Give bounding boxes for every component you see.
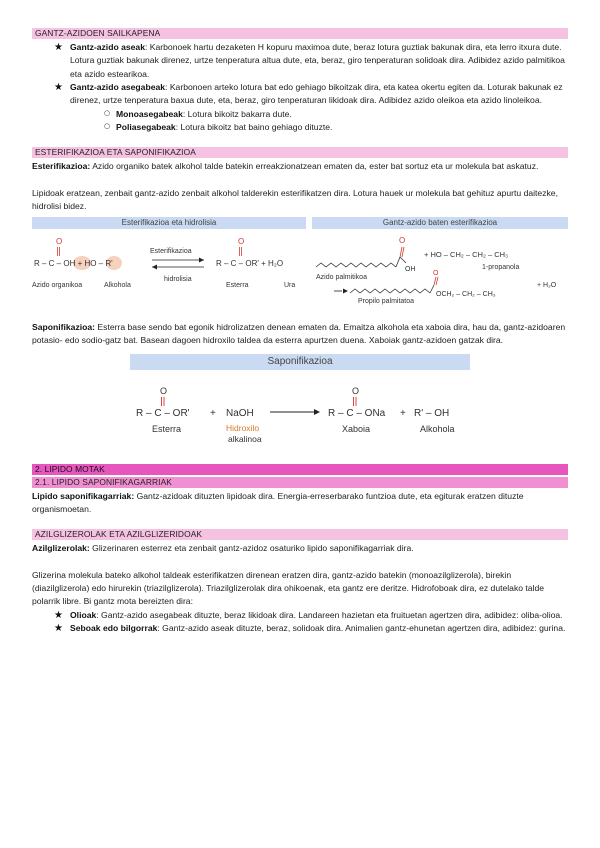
text-saponification: Esterra base sendo bat egonik hidrolizatzen denean ematen da. Emaitza alkohola eta xaboia dira, hau da, gantz-azidoaren potasio- edo sodio-gatz bat. Basean dagoen hidroxilo taldea da esterra apurtzen duena. Xaboiak gantz-azidoen gatzak dira. bbox=[32, 322, 566, 346]
plus-sign-2: + bbox=[400, 407, 406, 419]
saponifiable-definition bbox=[32, 490, 568, 517]
propanol-formula: + HO – CH₂ – CH₂ – CH₃ bbox=[424, 250, 509, 260]
esterification-definition bbox=[32, 160, 568, 173]
ester-chain bbox=[350, 289, 430, 293]
reactant-oxygen: O bbox=[56, 237, 63, 247]
text-saturated: : Karbonoek hartu dezaketen H kopuru maximoa dute, beraz lotura guztiak bakunak dira, eta lerro itxura dute. Lotura guztiak bakunak direnez, urtze tenperatura altua dute, eta, beraz, giro tenperaturan solidoak dira. Adibidez azido palmitikoa eta azido estearikoa. bbox=[70, 42, 565, 79]
list-item-unsaturated bbox=[54, 81, 568, 134]
acid-hydroxyl: OH bbox=[405, 266, 416, 274]
label-organic-acid: Azido organikoa bbox=[32, 282, 83, 290]
sap-ester-formula: R – C – OR' bbox=[136, 407, 190, 419]
product-oxygen: O bbox=[238, 237, 245, 247]
plus-sign-1: + bbox=[210, 407, 216, 419]
esterification-equation-figure bbox=[32, 229, 306, 309]
list-item-polyunsaturated bbox=[104, 121, 568, 134]
soap-formula: R – C – ONa bbox=[328, 407, 386, 419]
section-header-lipid-types: 2. LIPIDO MOTAK bbox=[32, 464, 568, 475]
diagram-title-fatty-acid-esterification: Gantz-azido baten esterifikazioa bbox=[312, 217, 568, 229]
acylglycerol-definition bbox=[32, 542, 568, 555]
naoh-formula: NaOH bbox=[226, 407, 254, 419]
fat-types-list bbox=[32, 609, 568, 636]
water-product: + H₂O bbox=[537, 282, 557, 290]
saponification-definition bbox=[32, 321, 568, 348]
subsection-header-saponifiable: 2.1. LIPIDO SAPONIFIKAGARRIAK bbox=[32, 477, 568, 488]
text-unsaturated: : Karbonoen arteko lotura bat edo gehiago bikoitzak dira, eta katea okertu egiten da. Loturak bakunak ez direnez, urtze tenperatura baxua dute, eta, beraz, giro tenperaturan likidoak dira. Adibidez azido oleikoa eta azido linoleikoa. bbox=[70, 81, 563, 106]
section-header-fatty-acid-classification: GANTZ-AZIDOEN SAILKAPENA bbox=[32, 28, 568, 39]
term-acylglycerols: Azilglizerolak: bbox=[32, 543, 90, 554]
esterification-hydrolysis-diagram bbox=[32, 217, 306, 309]
text-polyunsaturated: : Lotura bikoitz bat baino gehiago dituzte. bbox=[175, 121, 333, 132]
label-soap: Xaboia bbox=[342, 423, 371, 434]
ester-oxygen: O bbox=[433, 270, 439, 278]
label-sap-ester: Esterra bbox=[152, 423, 182, 434]
label-hydrolysis-arrow: hidrolisia bbox=[164, 276, 192, 284]
list-item-tallow bbox=[54, 622, 568, 635]
label-sap-alcohol: Alkohola bbox=[420, 423, 455, 434]
diagram-title-esterification: Esterifikazioa eta hidrolisia bbox=[32, 217, 306, 229]
label-propyl-palmitate: Propilo palmitatoa bbox=[358, 298, 415, 306]
saponification-equation-figure bbox=[130, 370, 470, 458]
glycerol-paragraph: Glizerina molekula bateko alkohol taldeak esterifikatzen direnean eratzen dira, gantz-azido batekin (monoazilglizerola), birekin (diazilglizerola) edo hirurekin (triazilglizerola). Triazilglizerolak dira ohikoenak, eta gantz ere deritze. Hidrofoboak dira, ez dutelako talde polarrik libre. Bi gantz mota bereizten dira: bbox=[32, 569, 545, 607]
term-tallow: Seboak edo bilgorrak bbox=[70, 622, 158, 633]
term-esterification: Esterifikazioa: bbox=[32, 161, 91, 172]
term-saponification: Saponifikazioa: bbox=[32, 322, 96, 333]
text-saponifiable: Gantz-azidoak dituzten lipidoak dira. Energia-erreserbarako funtzioa dute, eta egiturak eratzen dituzte organismoetan. bbox=[32, 490, 524, 515]
term-saponifiable: Lipido saponifikagarriak: bbox=[32, 490, 135, 501]
label-propanol: 1-propanola bbox=[482, 264, 520, 272]
text-esterification: Azido organiko batek alkohol talde batekin erreakzionatzean ematen da, ester bat sortuz eta ur molekula bat askatuz. bbox=[90, 161, 539, 172]
text-monounsaturated: : Lotura bikoitz bakarra dute. bbox=[182, 108, 292, 119]
propyl-palmitate-formula: OCH₂ – CH₂ – CH₃ bbox=[436, 291, 496, 299]
label-alcohol: Alkohola bbox=[104, 282, 131, 290]
label-water: Ura bbox=[284, 282, 296, 290]
label-ester: Esterra bbox=[226, 282, 249, 290]
acid-oxygen: O bbox=[399, 236, 406, 246]
fatty-acid-esterification-figure bbox=[312, 229, 568, 309]
reactants-formula: R – C – OH + HO – R' bbox=[34, 259, 113, 269]
palmitic-chain bbox=[316, 263, 396, 267]
diagram-title-saponification: Saponifikazioa bbox=[130, 354, 470, 370]
text-acylglycerols: Glizerinaren esterrez eta zenbait gantz-azidoz osaturiko lipido saponifikagarriak dira. bbox=[89, 543, 414, 554]
text-oils: : Gantz-azido asegabeak dituzte, beraz likidoak dira. Landareen hazietan eta fruituetan agertzen dira, adibidez: oliba-olioa. bbox=[96, 609, 563, 620]
soap-oxygen: O bbox=[352, 385, 360, 396]
saponification-diagram bbox=[130, 354, 470, 458]
fatty-acid-esterification-diagram bbox=[312, 217, 568, 309]
label-hydroxide-2: alkalinoa bbox=[228, 433, 262, 444]
term-polyunsaturated: Poliasegabeak bbox=[116, 121, 176, 132]
list-item-saturated bbox=[54, 41, 568, 81]
label-hydroxide-1: Hidroxilo bbox=[226, 422, 260, 433]
fatty-acid-list bbox=[32, 41, 568, 134]
term-saturated: Gantz-azido aseak bbox=[70, 42, 145, 52]
section-header-esterification: ESTERIFIKAZIOA ETA SAPONIFIKAZIOA bbox=[32, 147, 568, 158]
section-header-acylglycerols: AZILGLIZEROLAK ETA AZILGLIZERIDOAK bbox=[32, 529, 568, 540]
ester-oxygen-sap: O bbox=[160, 385, 168, 396]
esterification-diagrams bbox=[32, 217, 568, 309]
label-palmitic-acid: Azido palmitikoa bbox=[316, 274, 367, 282]
term-unsaturated: Gantz-azido asegabeak bbox=[70, 81, 166, 92]
term-oils: Olioak bbox=[70, 609, 97, 620]
list-item-monounsaturated bbox=[104, 108, 568, 121]
list-item-oils bbox=[54, 609, 568, 622]
text-tallow: : Gantz-azido aseak dituzte, beraz, solidoak dira. Animalien gantz-ehunetan agertzen dira, adibidez: gurina. bbox=[157, 622, 566, 633]
alcohol-formula: R' – OH bbox=[414, 407, 450, 419]
products-formula: R – C – OR' + H₂O bbox=[216, 259, 284, 269]
term-monounsaturated: Monoasegabeak bbox=[116, 108, 183, 119]
lipid-formation-paragraph: Lipidoak eratzean, zenbait gantz-azido zenbait alkohol talderekin esterifikatzen dira. Lotura hauek ur molekula bat gehituz apurtu daitezke, hidrolisi bidez. bbox=[32, 187, 558, 211]
label-esterification-arrow: Esterifikazioa bbox=[150, 248, 192, 256]
unsaturated-sublist bbox=[70, 108, 568, 135]
